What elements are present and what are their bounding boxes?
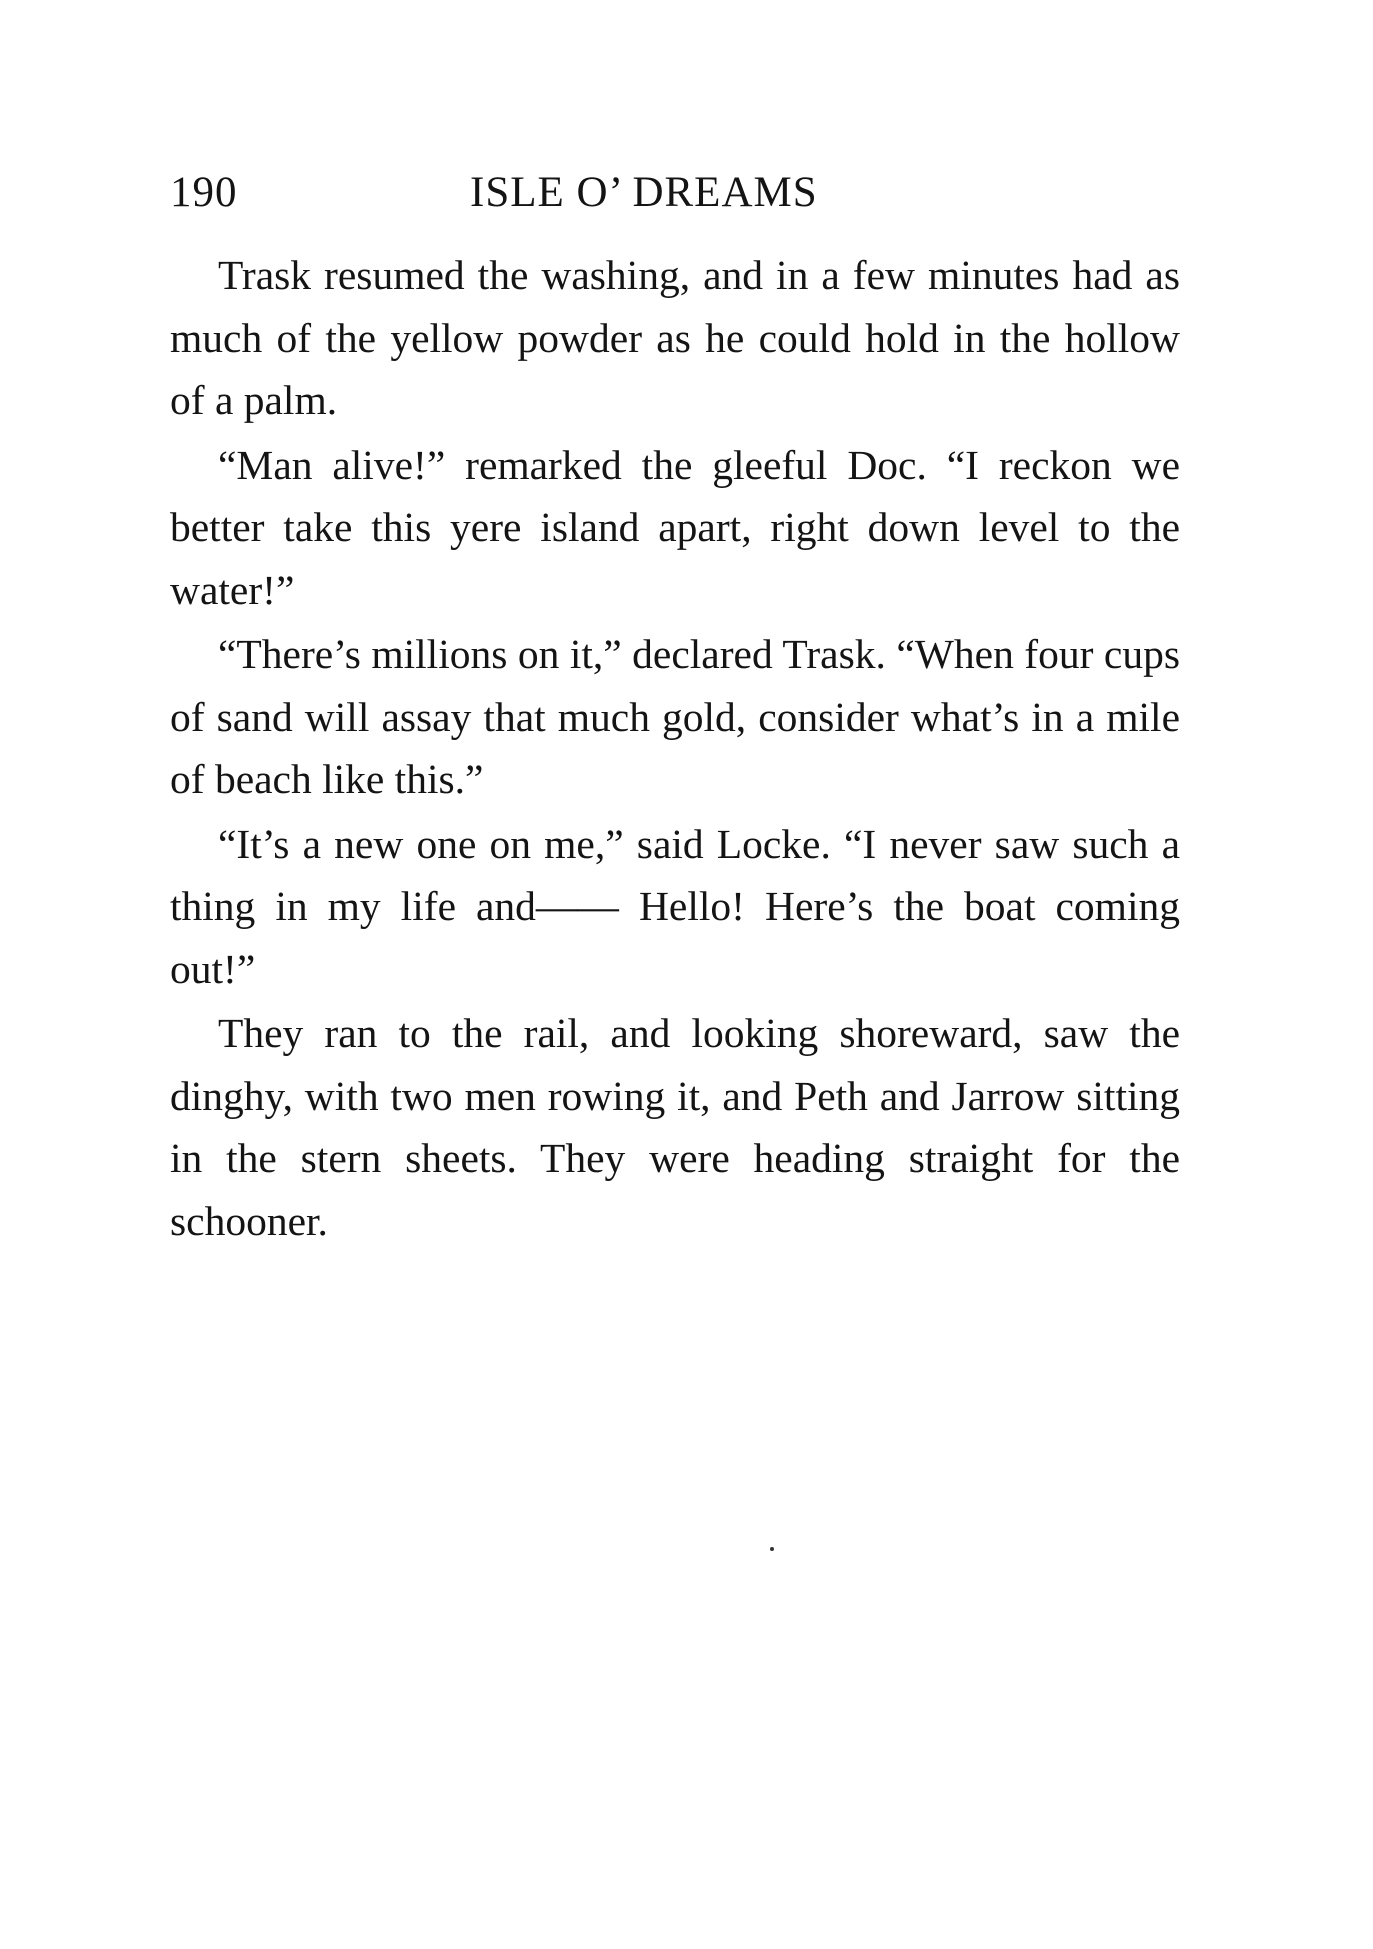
running-title: ISLE O’ DREAMS	[470, 169, 818, 216]
paragraph-5: They ran to the rail, and looking shoreward, saw the dinghy, with two men rowing it, and Peth and Jarrow sitting in the stern sheets. They were heading straight for the schooner.	[170, 1010, 1180, 1244]
page-number: 190	[170, 169, 238, 216]
paragraph-1: Trask resumed the washing, and in a few minutes had as much of the yellow powder as he could hold in the hollow of a palm.	[170, 252, 1180, 423]
paragraph-2: “Man alive!” remarked the gleeful Doc. “I reckon we better take this yere island apart, right down level to the water!”	[170, 441, 1180, 613]
scan-speck	[770, 1547, 774, 1551]
running-head	[170, 168, 1180, 218]
paragraph-3: “There’s millions on it,” declared Trask. “When four cups of sand will assay that much gold, consider what’s in a mile of beach like this.”	[170, 631, 1180, 802]
paragraph-4: “It’s a new one on me,” said Locke. “I never saw such a thing in my life and—— Hello! Here’s the boat coming out!”	[170, 820, 1180, 992]
body-text	[170, 244, 1180, 1254]
